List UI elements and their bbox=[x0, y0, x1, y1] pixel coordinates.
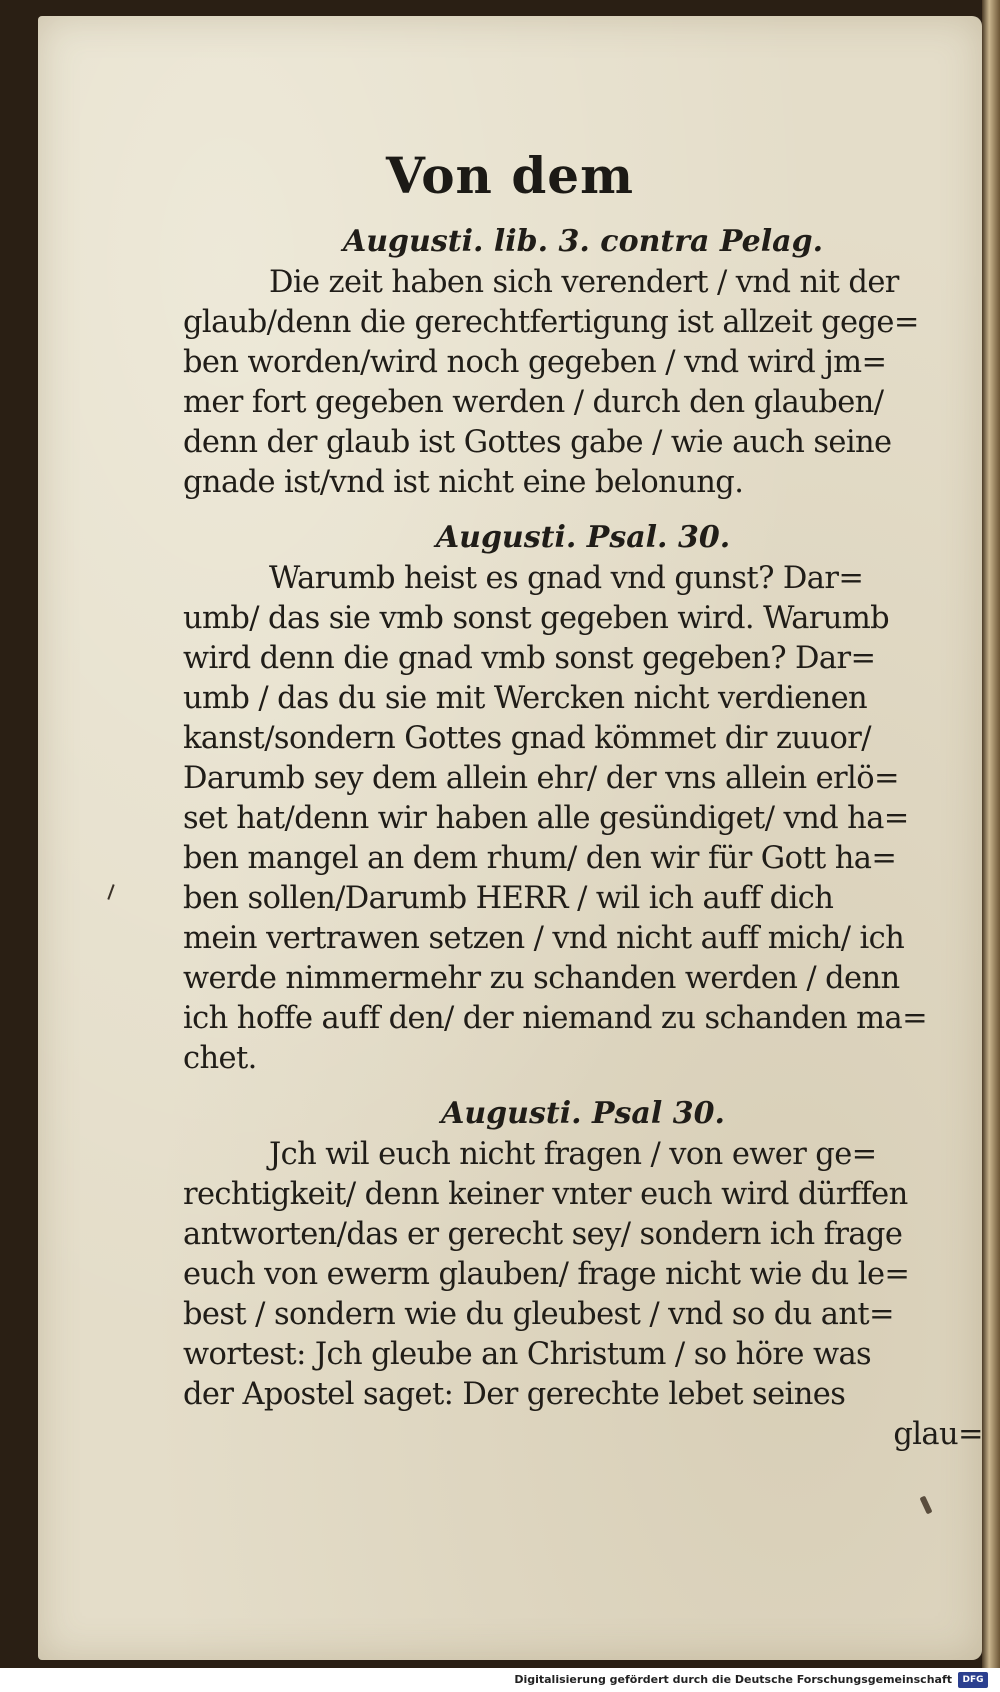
text-line: chet. bbox=[183, 1041, 257, 1076]
text-line: antworten/das er gerecht sey/ sondern ich frage bbox=[183, 1217, 903, 1252]
text-line: euch von ewerm glauben/ frage nicht wie du le= bbox=[183, 1257, 910, 1292]
section-heading: Augusti. lib. 3. contra Pelag. bbox=[342, 224, 824, 259]
text-line: wortest: Jch gleube an Christum / so höre was bbox=[183, 1337, 872, 1372]
text-line: Darumb sey dem allein ehr/ der vns allein erlö= bbox=[183, 761, 899, 796]
text-line: der Apostel saget: Der gerechte lebet seines bbox=[183, 1377, 846, 1412]
paragraph bbox=[183, 559, 983, 1079]
text-line: mer fort gegeben werden / durch den glauben/ bbox=[183, 385, 884, 420]
text-line: ben sollen/Darumb HERR / wil ich auff dich bbox=[183, 881, 834, 916]
running-head: Von dem bbox=[386, 146, 634, 205]
text-line: umb/ das sie vmb sonst gegeben wird. Warumb bbox=[183, 601, 890, 636]
text-line: ich hoffe auff den/ der niemand zu schanden ma= bbox=[183, 1001, 928, 1036]
book-page bbox=[38, 16, 982, 1660]
paragraph bbox=[183, 1135, 983, 1455]
text-line: Jch wil euch nicht fragen / von ewer ge= bbox=[269, 1137, 877, 1172]
digitization-footer bbox=[0, 1670, 1000, 1692]
text-line: kanst/sondern Gottes gnad kömmet dir zuuor/ bbox=[183, 721, 871, 756]
text-line: glaub/denn die gerechtfertigung ist allzeit gege= bbox=[183, 305, 919, 340]
funding-credit: Digitalisierung gefördert durch die Deutsche Forschungsgemeinschaft bbox=[514, 1673, 952, 1686]
text-line: Die zeit haben sich verendert / vnd nit der bbox=[269, 265, 899, 300]
section-heading: Augusti. Psal 30. bbox=[441, 1096, 725, 1131]
text-line: set hat/denn wir haben alle gesündiget/ vnd ha= bbox=[183, 801, 909, 836]
text-line: ben worden/wird noch gegeben / vnd wird jm= bbox=[183, 345, 887, 380]
ink-spot bbox=[919, 1496, 932, 1515]
text-line: werde nimmermehr zu schanden werden / denn bbox=[183, 961, 900, 996]
section-heading: Augusti. Psal. 30. bbox=[435, 520, 731, 555]
text-line: wird denn die gnad vmb sonst gegeben? Dar= bbox=[183, 641, 876, 676]
text-line: gnade ist/vnd ist nicht eine belonung. bbox=[183, 465, 744, 500]
text-line: denn der glaub ist Gottes gabe / wie auch seine bbox=[183, 425, 892, 460]
text-line: rechtigkeit/ denn keiner vnter euch wird dürffen bbox=[183, 1177, 908, 1212]
dfg-logo-icon: DFG bbox=[958, 1672, 988, 1688]
text-line: Warumb heist es gnad vnd gunst? Dar= bbox=[269, 561, 864, 596]
paragraph bbox=[183, 263, 983, 503]
text-line: mein vertrawen setzen / vnd nicht auff mich/ ich bbox=[183, 921, 905, 956]
text-line: best / sondern wie du gleubest / vnd so du ant= bbox=[183, 1297, 894, 1332]
text-line: umb / das du sie mit Wercken nicht verdienen bbox=[183, 681, 868, 716]
book-page-edges bbox=[982, 0, 1000, 1668]
text-line: ben mangel an dem rhum/ den wir für Gott ha= bbox=[183, 841, 897, 876]
catchword: glau= bbox=[893, 1417, 983, 1452]
text-block bbox=[183, 221, 983, 1455]
margin-ink-mark bbox=[107, 884, 114, 900]
